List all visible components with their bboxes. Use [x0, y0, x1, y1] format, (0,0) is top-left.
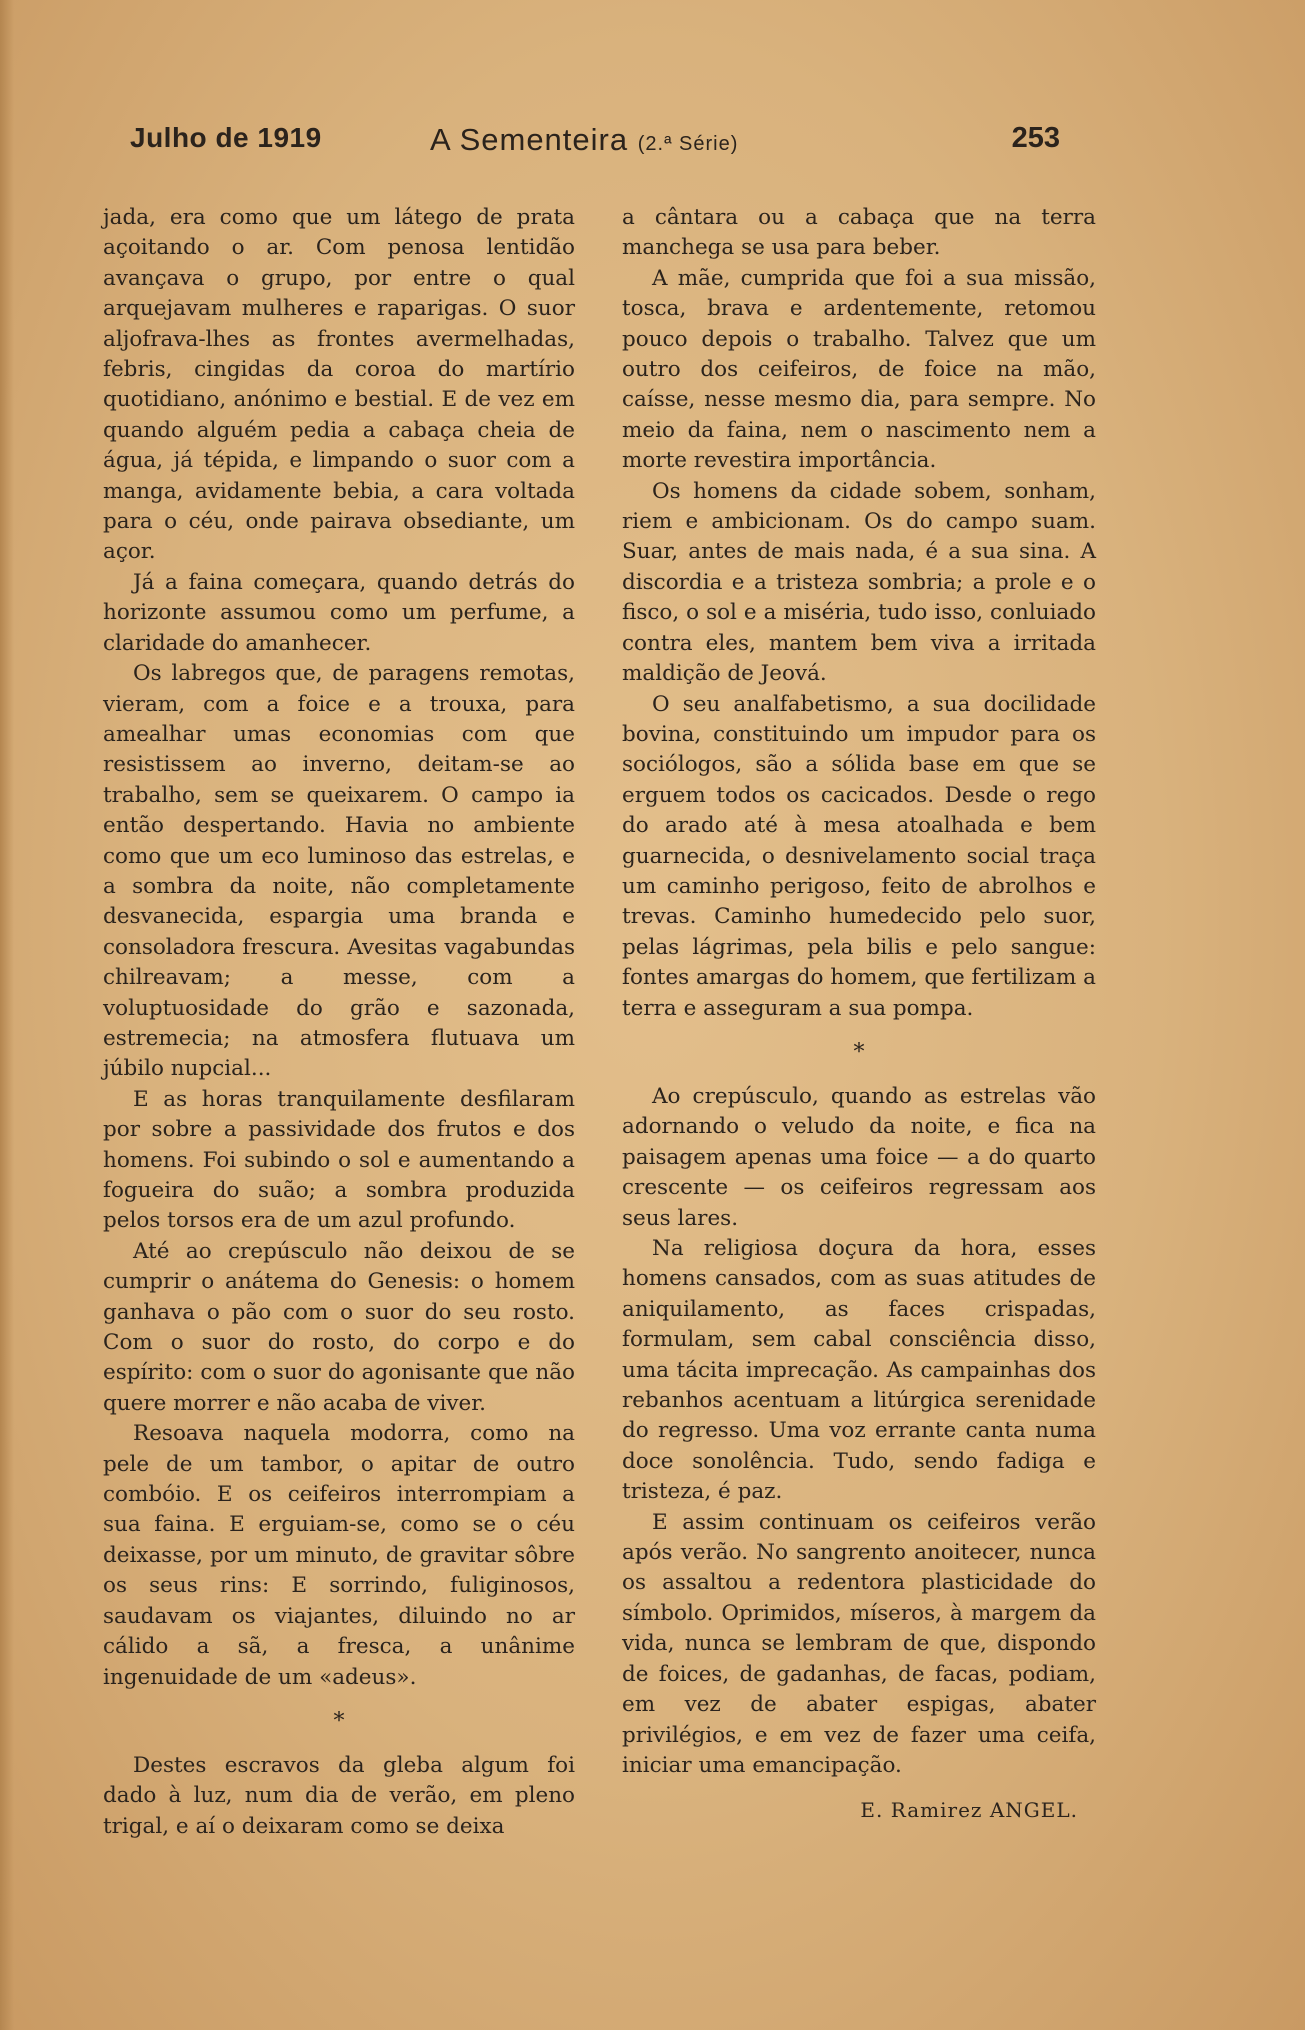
section-separator: * [853, 1039, 865, 1065]
right-column [622, 203, 1096, 1826]
author-signature: E. Ramirez ANGEL. [860, 1798, 1078, 1823]
header-date: Julho de 1919 [130, 122, 322, 153]
paragraph: O seu analfabetismo, a sua docilidade bovina, constituindo um impudor para os sociólogos, são a sólida base em que se erguem todos os cacicados. Desde o rego do arado até à mesa atoalhada e bem guarnecida, o desnivelamento social traça um caminho perigoso, feito de abrolhos e trevas. Caminho humedecido pelo suor, pelas lágrimas, pela bilis e pelo sangue: fontes amargas do homem, que fertilizam a terra e asseguram a sua pompa. [622, 691, 1096, 1021]
paragraph: A mãe, cumprida que foi a sua missão, tosca, brava e ardentemente, retomou pouco depois o trabalho. Talvez que um outro dos ceifeiros, de foice na mão, caísse, nesse mesmo dia, para sempre. No meio da faina, nem o nascimento nem a morte revestira importância. [622, 265, 1096, 474]
page-number: 253 [1011, 122, 1060, 154]
paragraph: jada, era como que um látego de prata açoitando o ar. Com penosa lentidão avançava o grupo, por entre o qual arquejavam mulheres e raparigas. O suor aljofrava-lhes as frontes avermelhadas, febris, cingidas da coroa do martírio quotidiano, anónimo e bestial. E de vez em quando alguém pedia a cabaça cheia de água, já tépida, e limpando o suor com a manga, avidamente bebia, a cara voltada para o céu, onde pairava obsediante, um açor. [103, 205, 575, 565]
paragraph: Os homens da cidade sobem, sonham, riem e ambicionam. Os do campo suam. Suar, antes de mais nada, é a sua sina. A discordia e a tristeza sombria; a prole e o fisco, o sol e a miséria, tudo isso, conluiado contra eles, mantem bem viva a irritada maldição de Jeová. [622, 478, 1096, 687]
paragraph: Até ao crepúsculo não deixou de se cumprir o anátema do Genesis: o homem ganhava o pão com o suor do seu rosto. Com o suor do rosto, do corpo e do espírito: com o suor do agonisante que não quere morrer e não acaba de viver. [103, 1238, 575, 1416]
journal-title [430, 122, 738, 158]
paragraph: a cântara ou a cabaça que na terra manchega se usa para beber. [622, 205, 1096, 261]
journal-title-text: A Sementeira [430, 122, 629, 157]
paragraph: Na religiosa doçura da hora, esses homens cansados, com as suas atitudes de aniquilamento, as faces crispadas, formulam, sem cabal consciência disso, uma tácita imprecação. As campainhas dos rebanhos acentuam a litúrgica serenidade do regresso. Uma voz errante canta numa doce sonolência. Tudo, sendo fadiga e tristeza, é paz. [622, 1236, 1096, 1505]
journal-series: (2.ª Série) [637, 133, 739, 155]
paragraph: Resoava naquela modorra, como na pele de um tambor, o apitar de outro combóio. E os ceifeiros interrompiam a sua faina. E erguiam-se, como se o céu deixasse, por um minuto, de gravitar sôbre os seus rins: E sorrindo, fuliginosos, saudavam os viajantes, diluindo no ar cálido a sã, a fresca, a unânime ingenuidade de um «adeus». [103, 1421, 575, 1690]
paragraph: E assim continuam os ceifeiros verão após verão. No sangrento anoitecer, nunca os assaltou a redentora plasticidade do símbolo. Oprimidos, míseros, à margem da vida, nunca se lembram de que, dispondo de foices, de gadanhas, de facas, podiam, em vez de abater espigas, abater privilégios, e em vez de fazer uma ceifa, iniciar uma emancipação. [622, 1509, 1096, 1778]
paragraph: Os labregos que, de paragens remotas, vieram, com a foice e a trouxa, para amealhar umas economias com que resistissem ao inverno, deitam-se ao trabalho, sem se queixarem. O campo ia então despertando. Havia no ambiente como que um eco luminoso das estrelas, e a sombra da noite, não completamente desvanecida, espargia uma branda e consoladora frescura. Avesitas vagabundas chilreavam; a messe, com a voluptuosidade do grão e sazonada, estremecia; na atmosfera flutuava um júbilo nupcial... [103, 661, 575, 1082]
section-separator: * [333, 1708, 345, 1734]
paragraph: Ao crepúsculo, quando as estrelas vão adornando o veludo da noite, e fica na paisagem apenas uma foice — a do quarto crescente — os ceifeiros regressam aos seus lares. [622, 1083, 1096, 1231]
page-edge-shadow [0, 0, 14, 2030]
left-column [103, 203, 575, 1842]
paragraph: E as horas tranquilamente desfilaram por sobre a passividade dos frutos e dos homens. Foi subindo o sol e aumentando a fogueira do suão; a sombra produzida pelos torsos era de um azul profundo. [103, 1086, 575, 1234]
running-header [130, 122, 1060, 162]
paragraph: Já a faina começara, quando detrás do horizonte assumou como um perfume, a claridade do amanhecer. [103, 569, 575, 656]
paragraph: Destes escravos da gleba algum foi dado à luz, num dia de verão, em pleno trigal, e aí o deixaram como se deixa [103, 1752, 575, 1839]
